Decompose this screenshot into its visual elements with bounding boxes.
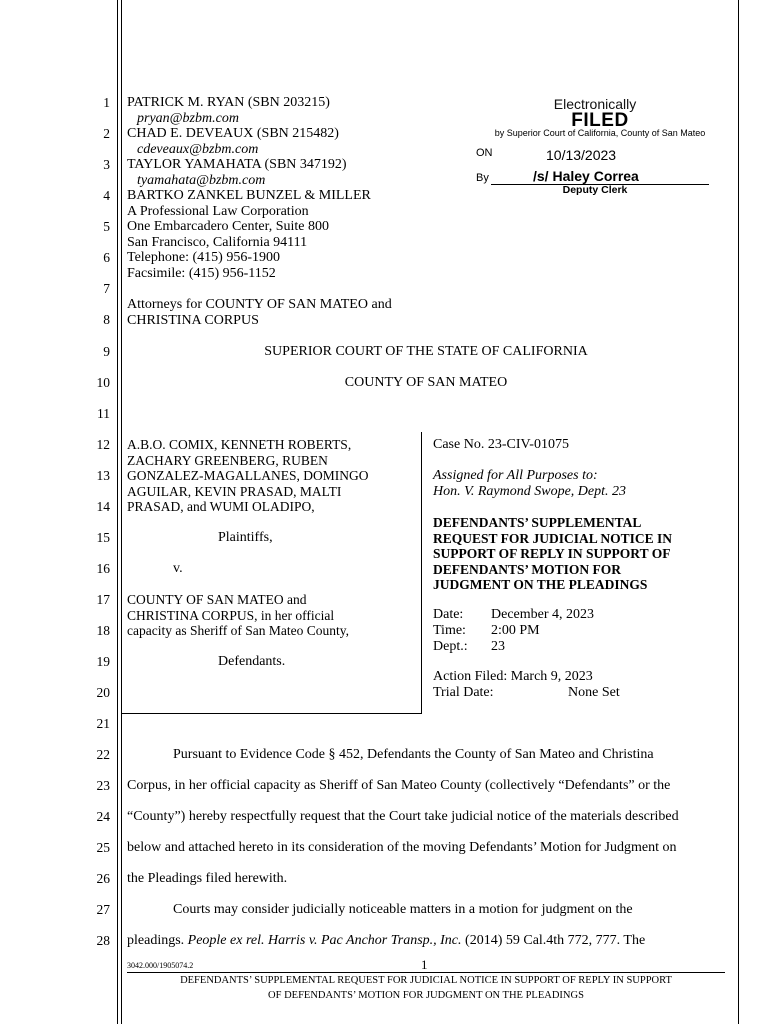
body-line-28-start: pleadings. xyxy=(127,933,188,948)
counsel-email: cdeveaux@bzbm.com xyxy=(137,142,259,157)
counsel-line: BARTKO ZANKEL BUNZEL & MILLER xyxy=(127,188,371,203)
counsel-line: One Embarcadero Center, Suite 800 xyxy=(127,219,329,234)
line-number: 11 xyxy=(97,406,110,421)
assigned-line-2: Hon. V. Raymond Swope, Dept. 23 xyxy=(433,484,626,499)
attorneys-for-line-2: CHRISTINA CORPUS xyxy=(127,313,259,328)
trial-date-value: None Set xyxy=(568,685,620,700)
court-name: SUPERIOR COURT OF THE STATE OF CALIFORNIA xyxy=(264,344,588,359)
counsel-line: PATRICK M. RYAN (SBN 203215) xyxy=(127,95,330,110)
counsel-email: tyamahata@bzbm.com xyxy=(137,173,266,188)
body-line-26: the Pleadings filed herewith. xyxy=(127,871,288,886)
hearing-dept-value: 23 xyxy=(491,639,505,654)
body-line-28 xyxy=(127,933,725,949)
assigned-line-1: Assigned for All Purposes to: xyxy=(433,468,598,483)
attorneys-for-line-1: Attorneys for COUNTY OF SAN MATEO and xyxy=(127,297,392,312)
trial-date-label: Trial Date: xyxy=(433,685,494,700)
body-line-24: “County”) hereby respectfully request that the Court take judicial notice of the materials described xyxy=(127,809,679,824)
body-line-25: below and attached hereto in its consideration of the moving Defendants’ Motion for Judgment on xyxy=(127,840,677,855)
hearing-date-label: Date: xyxy=(433,607,464,622)
stamp-signature: /s/ Haley Correa xyxy=(533,168,639,184)
counsel-line: CHAD E. DEVEAUX (SBN 215482) xyxy=(127,126,339,141)
line-number: 13 xyxy=(96,468,110,483)
defendant-line: capacity as Sheriff of San Mateo County, xyxy=(127,623,349,638)
line-number: 6 xyxy=(103,250,110,265)
stamp-by-label: By xyxy=(476,172,489,184)
stamp-electronically: Electronically xyxy=(553,96,637,112)
line-number: 17 xyxy=(96,592,110,607)
line-number: 9 xyxy=(103,344,110,359)
plaintiff-line: GONZALEZ-MAGALLANES, DOMINGO xyxy=(127,468,369,483)
counsel-line: TAYLOR YAMAHATA (SBN 347192) xyxy=(127,157,347,172)
line-number: 25 xyxy=(96,840,110,855)
hearing-dept-label: Dept.: xyxy=(433,639,468,654)
hearing-time-label: Time: xyxy=(433,623,466,638)
document-title-line: SUPPORT OF REPLY IN SUPPORT OF xyxy=(433,546,671,561)
line-number: 24 xyxy=(96,809,110,824)
line-number: 2 xyxy=(103,126,110,141)
document-title-line: DEFENDANTS’ SUPPLEMENTAL xyxy=(433,515,642,530)
line-number: 1 xyxy=(103,95,110,110)
plaintiff-line: A.B.O. COMIX, KENNETH ROBERTS, xyxy=(127,437,352,452)
defendants-label: Defendants. xyxy=(218,654,286,669)
line-number: 4 xyxy=(103,188,110,203)
court-county: COUNTY OF SAN MATEO xyxy=(344,375,508,390)
line-number: 22 xyxy=(96,747,110,762)
body-line-28-end: (2014) 59 Cal.4th 772, 777. The xyxy=(461,933,646,948)
versus: v. xyxy=(173,561,183,576)
footer-title-line-2: OF DEFENDANTS’ MOTION FOR JUDGMENT ON THE PLEADINGS xyxy=(268,990,584,1001)
counsel-line: San Francisco, California 94111 xyxy=(127,235,308,250)
stamp-court: by Superior Court of California, County of San Mateo xyxy=(494,128,706,138)
counsel-line: Telephone: (415) 956-1900 xyxy=(127,250,280,265)
stamp-filed: FILED xyxy=(571,110,629,131)
line-number: 23 xyxy=(96,778,110,793)
line-number: 12 xyxy=(96,437,110,452)
line-number: 8 xyxy=(103,312,110,327)
line-number: 3 xyxy=(103,157,110,172)
body-line-27: Courts may consider judicially noticeable matters in a motion for judgment on the xyxy=(173,902,633,917)
left-margin-rule-outer xyxy=(117,0,118,1024)
plaintiff-line: PRASAD, and WUMI OLADIPO, xyxy=(127,499,315,514)
stamp-on-label: ON xyxy=(476,147,493,159)
caption-divider-horizontal xyxy=(122,713,422,714)
left-margin-rule-inner xyxy=(121,0,122,1024)
caption-divider-vertical xyxy=(421,432,422,714)
hearing-date-value: December 4, 2023 xyxy=(491,607,595,622)
line-number: 21 xyxy=(96,716,110,731)
footer-doc-id: 3042.000/1905074.2 xyxy=(127,961,194,970)
line-number: 16 xyxy=(96,561,110,576)
line-number: 10 xyxy=(96,375,110,390)
document-title-line: JUDGMENT ON THE PLEADINGS xyxy=(433,577,648,592)
hearing-time-value: 2:00 PM xyxy=(491,623,540,638)
line-number: 18 xyxy=(96,623,110,638)
footer-title-line-1: DEFENDANTS’ SUPPLEMENTAL REQUEST FOR JUDICIAL NOTICE IN SUPPORT OF REPLY IN SUPPORT xyxy=(180,975,672,986)
counsel-line: A Professional Law Corporation xyxy=(127,204,309,219)
plaintiffs-label: Plaintiffs, xyxy=(218,530,273,545)
case-citation: People ex rel. Harris v. Pac Anchor Transp., Inc. xyxy=(187,933,462,948)
footer-rule xyxy=(127,972,725,973)
defendant-line: COUNTY OF SAN MATEO and xyxy=(127,592,307,607)
case-number: Case No. 23-CIV-01075 xyxy=(433,437,569,452)
counsel-email: pryan@bzbm.com xyxy=(137,111,239,126)
right-margin-rule xyxy=(738,0,739,1024)
line-number: 28 xyxy=(96,933,110,948)
stamp-deputy-clerk: Deputy Clerk xyxy=(562,184,628,196)
line-number: 14 xyxy=(96,499,110,514)
body-line-23: Corpus, in her official capacity as Sheriff of San Mateo County (collectively “Defendants” or the xyxy=(127,778,671,793)
line-number: 20 xyxy=(96,685,110,700)
line-number: 27 xyxy=(96,902,110,917)
document-title-line: DEFENDANTS’ MOTION FOR xyxy=(433,561,622,577)
plaintiff-line: ZACHARY GREENBERG, RUBEN xyxy=(127,452,328,468)
footer-page-number: 1 xyxy=(421,957,428,972)
document-title-line: REQUEST FOR JUDICIAL NOTICE IN xyxy=(433,530,673,546)
line-number: 19 xyxy=(96,654,110,669)
line-number: 26 xyxy=(96,871,110,886)
defendant-line: CHRISTINA CORPUS, in her official xyxy=(127,607,335,623)
plaintiff-line: AGUILAR, KEVIN PRASAD, MALTI xyxy=(127,483,342,499)
stamp-date: 10/13/2023 xyxy=(546,147,617,163)
line-number: 7 xyxy=(103,281,110,296)
action-filed: Action Filed: March 9, 2023 xyxy=(433,669,593,684)
line-number: 5 xyxy=(103,219,110,234)
body-line-22: Pursuant to Evidence Code § 452, Defendants the County of San Mateo and Christina xyxy=(173,747,654,762)
counsel-line: Facsimile: (415) 956-1152 xyxy=(127,266,276,281)
line-number: 15 xyxy=(96,530,110,545)
